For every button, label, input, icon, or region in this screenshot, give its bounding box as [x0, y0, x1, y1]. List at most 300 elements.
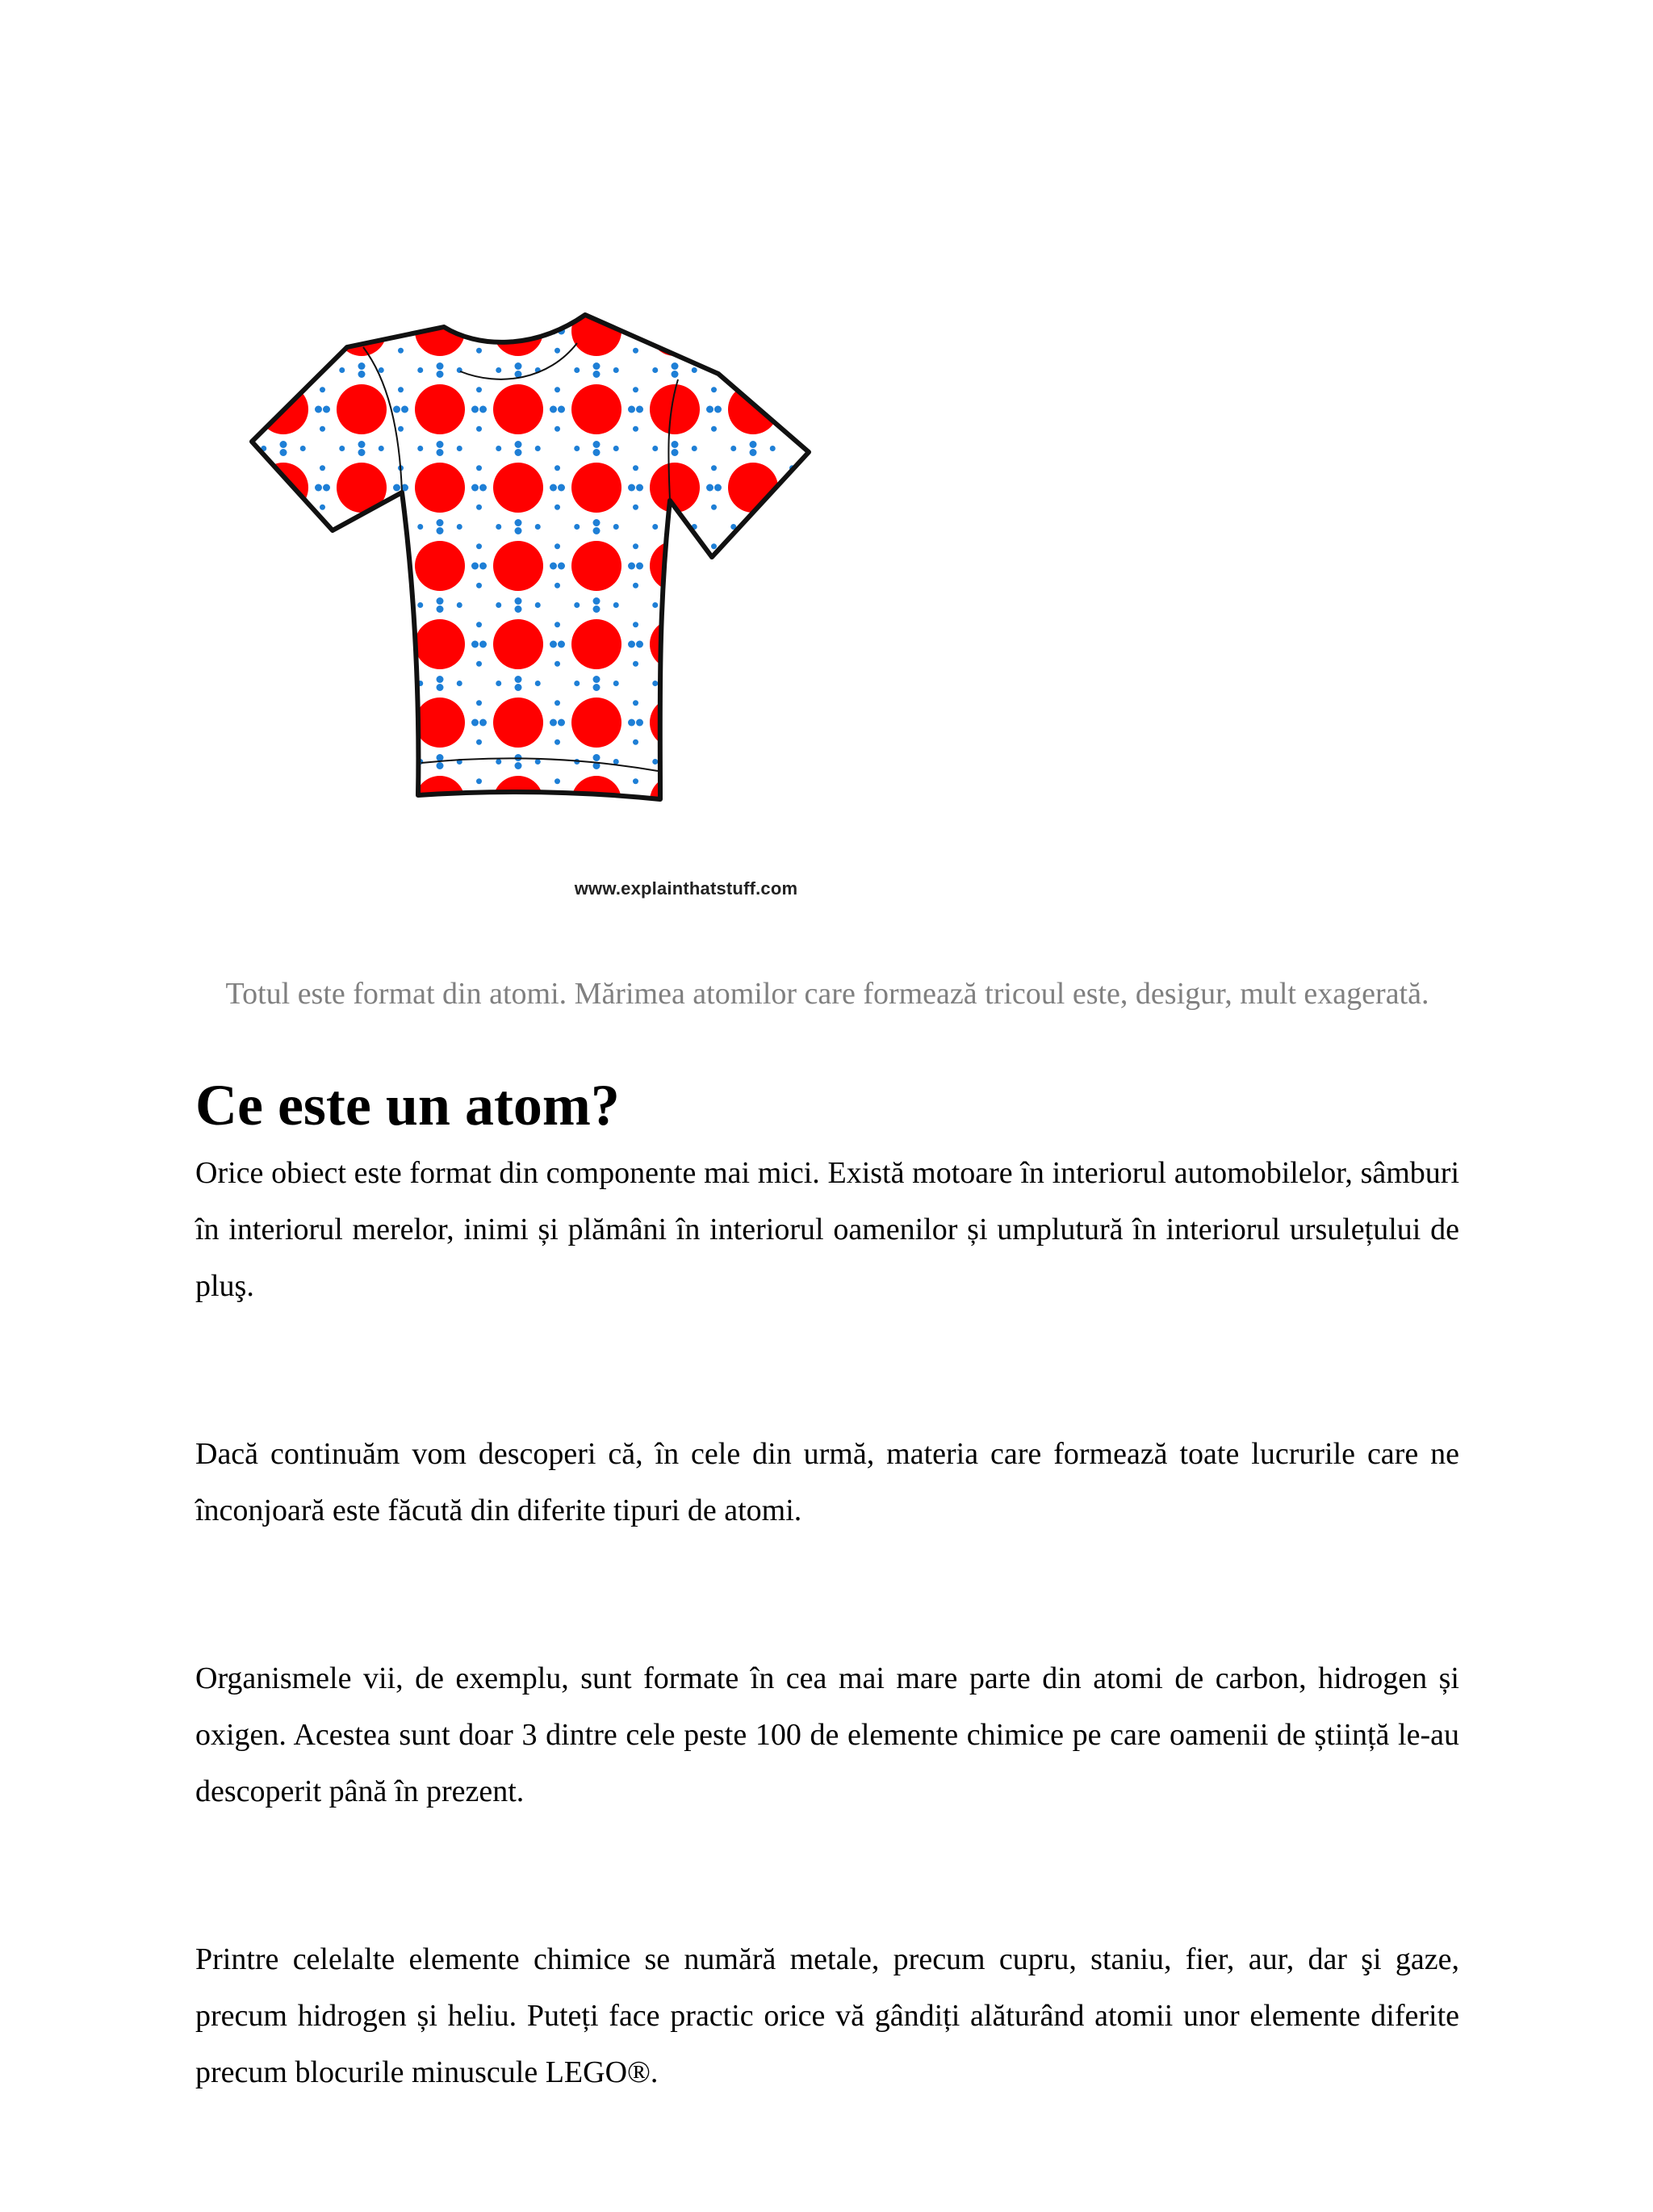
small-atom: [828, 519, 835, 526]
large-atom: [806, 384, 856, 434]
lattice-dot: [692, 759, 697, 765]
small-atom: [672, 597, 679, 605]
lattice-dot: [222, 367, 228, 373]
small-atom: [323, 406, 330, 413]
small-atom: [437, 292, 444, 300]
small-atom: [479, 719, 487, 727]
small-atom: [515, 605, 522, 613]
large-atom: [194, 619, 230, 669]
paragraph-1: Orice obiect este format din componente mai mici. Există motoare în interiorul automobilelor, sâmburi în interiorul merelor, inimi și plămâni în interiorul oamenilor și umplutură în interiorul ursulețului de pluş.: [195, 1156, 1459, 1303]
large-atom: [258, 854, 308, 904]
lattice-dot: [633, 270, 638, 275]
lattice-dot: [476, 818, 482, 823]
small-atom: [793, 641, 800, 648]
small-atom: [358, 684, 366, 691]
small-atom: [358, 284, 366, 291]
small-atom: [863, 249, 870, 257]
lattice-dot: [241, 270, 247, 275]
small-atom: [236, 328, 244, 335]
small-atom: [202, 284, 209, 291]
lattice-dot: [711, 426, 717, 432]
lattice-dot: [320, 505, 325, 510]
small-atom: [714, 484, 722, 492]
lattice-dot: [692, 367, 697, 373]
lattice-dot: [417, 446, 423, 451]
small-atom: [202, 911, 209, 918]
small-atom: [871, 249, 878, 257]
lattice-dot: [789, 308, 795, 314]
lattice-dot: [633, 739, 638, 745]
lattice-dot: [535, 837, 541, 843]
lattice-dot: [613, 602, 619, 608]
lattice-dot: [535, 289, 541, 295]
small-atom: [280, 441, 287, 448]
figure-tshirt-atoms: [194, 186, 904, 920]
lattice-dot: [398, 387, 404, 392]
lattice-dot: [300, 837, 306, 843]
lattice-dot: [379, 602, 384, 608]
lattice-dot: [535, 524, 541, 530]
lattice-dot: [789, 505, 795, 510]
small-atom: [280, 919, 287, 920]
large-atom: [571, 463, 621, 513]
large-atom: [258, 228, 308, 278]
lattice-dot: [476, 583, 482, 589]
lattice-dot: [261, 602, 266, 608]
small-atom: [672, 684, 679, 691]
lattice-dot: [457, 602, 462, 608]
lattice-dot: [770, 524, 776, 530]
lattice-dot: [789, 818, 795, 823]
large-atom: [806, 698, 856, 748]
large-atom: [194, 854, 230, 904]
small-atom: [628, 719, 635, 727]
small-atom: [202, 292, 209, 300]
small-atom: [550, 249, 557, 257]
small-atom: [828, 911, 835, 918]
lattice-dot: [476, 857, 482, 862]
small-atom: [672, 840, 679, 848]
small-atom: [672, 527, 679, 534]
lattice-dot: [789, 583, 795, 589]
small-atom: [750, 292, 757, 300]
small-atom: [323, 798, 330, 805]
lattice-dot: [241, 818, 247, 823]
small-atom: [871, 798, 878, 805]
small-atom: [358, 441, 366, 448]
large-atom: [571, 384, 621, 434]
large-atom: [415, 463, 465, 513]
lattice-dot: [711, 700, 717, 706]
lattice-dot: [554, 308, 560, 314]
lattice-dot: [320, 465, 325, 471]
small-atom: [714, 563, 722, 570]
small-atom: [593, 684, 601, 691]
small-atom: [750, 284, 757, 291]
large-atom: [493, 698, 543, 748]
small-atom: [202, 441, 209, 448]
lattice-dot: [789, 622, 795, 627]
lattice-dot: [222, 524, 228, 530]
small-atom: [471, 798, 479, 805]
small-atom: [828, 762, 835, 769]
small-atom: [358, 911, 366, 918]
small-atom: [358, 362, 366, 370]
small-atom: [515, 597, 522, 605]
small-atom: [202, 527, 209, 534]
lattice-dot: [398, 308, 404, 314]
lattice-dot: [887, 524, 893, 530]
lattice-dot: [457, 289, 462, 295]
lattice-dot: [261, 681, 266, 686]
small-atom: [628, 484, 635, 492]
small-atom: [828, 441, 835, 448]
small-atom: [437, 684, 444, 691]
lattice-dot: [496, 446, 501, 451]
small-atom: [437, 911, 444, 918]
lattice-dot: [320, 896, 325, 902]
large-atom: [415, 854, 465, 904]
lattice-dot: [868, 583, 873, 589]
small-atom: [828, 527, 835, 534]
small-atom: [236, 563, 244, 570]
lattice-dot: [633, 348, 638, 354]
small-atom: [245, 406, 252, 413]
large-atom: [806, 306, 856, 356]
small-atom: [593, 597, 601, 605]
small-atom: [358, 292, 366, 300]
large-atom: [258, 541, 308, 591]
small-atom: [236, 249, 244, 257]
lattice-dot: [398, 661, 404, 667]
lattice-dot: [339, 289, 345, 295]
small-atom: [871, 719, 878, 727]
lattice-dot: [320, 348, 325, 354]
large-atom: [493, 776, 543, 826]
large-atom: [806, 228, 856, 278]
lattice-dot: [496, 524, 501, 530]
small-atom: [280, 519, 287, 526]
lattice-dot: [261, 289, 266, 295]
small-atom: [750, 911, 757, 918]
small-atom: [672, 362, 679, 370]
lattice-dot: [222, 602, 228, 608]
small-atom: [437, 449, 444, 456]
lattice-dot: [476, 700, 482, 706]
lattice-dot: [633, 387, 638, 392]
lattice-dot: [496, 759, 501, 765]
lattice-dot: [730, 446, 736, 451]
lattice-dot: [398, 543, 404, 549]
small-atom: [863, 406, 870, 413]
small-atom: [672, 832, 679, 840]
large-atom: [337, 854, 387, 904]
small-atom: [437, 754, 444, 761]
small-atom: [479, 249, 487, 257]
lattice-dot: [711, 622, 717, 627]
small-atom: [593, 292, 601, 300]
lattice-dot: [417, 289, 423, 295]
small-atom: [202, 919, 209, 920]
lattice-dot: [887, 367, 893, 373]
lattice-dot: [554, 348, 560, 354]
small-atom: [236, 641, 244, 648]
small-atom: [315, 641, 322, 648]
small-atom: [401, 719, 408, 727]
lattice-dot: [476, 505, 482, 510]
lattice-dot: [868, 505, 873, 510]
large-atom: [415, 384, 465, 434]
small-atom: [593, 919, 601, 920]
tshirt-illustration: [194, 186, 904, 920]
lattice-dot: [476, 778, 482, 784]
lattice-dot: [535, 446, 541, 451]
large-atom: [728, 228, 778, 278]
lattice-dot: [320, 778, 325, 784]
lattice-dot: [692, 915, 697, 920]
lattice-dot: [535, 915, 541, 920]
small-atom: [628, 563, 635, 570]
small-atom: [437, 832, 444, 840]
lattice-dot: [241, 661, 247, 667]
small-atom: [828, 284, 835, 291]
lattice-dot: [241, 583, 247, 589]
image-credit: www.explainthatstuff.com: [574, 878, 798, 899]
lattice-dot: [868, 661, 873, 667]
lattice-dot: [320, 426, 325, 432]
lattice-dot: [554, 857, 560, 862]
small-atom: [315, 406, 322, 413]
lattice-dot: [379, 367, 384, 373]
small-atom: [593, 754, 601, 761]
small-atom: [515, 762, 522, 769]
large-atom: [571, 776, 621, 826]
lattice-dot: [887, 289, 893, 295]
lattice-dot: [417, 602, 423, 608]
small-atom: [558, 249, 565, 257]
small-atom: [401, 249, 408, 257]
small-atom: [323, 249, 330, 257]
lattice-dot: [789, 543, 795, 549]
small-atom: [593, 840, 601, 848]
small-atom: [793, 719, 800, 727]
small-atom: [323, 876, 330, 883]
large-atom: [571, 698, 621, 748]
small-atom: [628, 249, 635, 257]
small-atom: [280, 840, 287, 848]
small-atom: [593, 911, 601, 918]
small-atom: [245, 249, 252, 257]
large-atom: [806, 619, 856, 669]
small-atom: [750, 449, 757, 456]
small-atom: [245, 719, 252, 727]
lattice-dot: [241, 896, 247, 902]
lattice-dot: [809, 367, 814, 373]
small-atom: [558, 563, 565, 570]
small-atom: [202, 605, 209, 613]
small-atom: [393, 719, 400, 727]
small-atom: [471, 719, 479, 727]
small-atom: [515, 292, 522, 300]
lattice-dot: [476, 270, 482, 275]
small-atom: [828, 449, 835, 456]
lattice-dot: [417, 915, 423, 920]
small-atom: [323, 563, 330, 570]
lattice-dot: [320, 700, 325, 706]
lattice-dot: [613, 681, 619, 686]
lattice-dot: [652, 837, 658, 843]
small-atom: [750, 762, 757, 769]
small-atom: [828, 919, 835, 920]
large-atom: [194, 306, 230, 356]
lattice-dot: [261, 837, 266, 843]
lattice-dot: [652, 446, 658, 451]
lattice-dot: [633, 465, 638, 471]
large-atom: [415, 776, 465, 826]
small-atom: [828, 371, 835, 378]
small-atom: [471, 641, 479, 648]
small-atom: [672, 676, 679, 683]
lattice-dot: [711, 661, 717, 667]
lattice-dot: [554, 426, 560, 432]
small-atom: [706, 719, 714, 727]
small-atom: [628, 641, 635, 648]
lattice-dot: [535, 602, 541, 608]
small-atom: [714, 249, 722, 257]
lattice-dot: [868, 465, 873, 471]
small-atom: [785, 719, 792, 727]
small-atom: [245, 641, 252, 648]
small-atom: [515, 362, 522, 370]
large-atom: [806, 463, 856, 513]
small-atom: [471, 484, 479, 492]
small-atom: [202, 676, 209, 683]
small-atom: [750, 684, 757, 691]
large-atom: [258, 698, 308, 748]
lattice-dot: [613, 837, 619, 843]
small-atom: [714, 719, 722, 727]
lattice-dot: [574, 681, 580, 686]
large-atom: [194, 776, 230, 826]
lattice-dot: [320, 818, 325, 823]
small-atom: [515, 284, 522, 291]
small-atom: [593, 371, 601, 378]
lattice-dot: [613, 915, 619, 920]
lattice-dot: [848, 759, 854, 765]
lattice-dot: [222, 915, 228, 920]
lattice-dot: [300, 524, 306, 530]
lattice-dot: [379, 837, 384, 843]
lattice-dot: [554, 270, 560, 275]
lattice-dot: [574, 367, 580, 373]
large-atom: [194, 384, 230, 434]
large-atom: [194, 541, 230, 591]
small-atom: [245, 876, 252, 883]
small-atom: [358, 605, 366, 613]
small-atom: [515, 919, 522, 920]
small-atom: [706, 484, 714, 492]
lattice-dot: [711, 505, 717, 510]
lattice-dot: [398, 348, 404, 354]
lattice-dot: [476, 308, 482, 314]
lattice-dot: [339, 681, 345, 686]
lattice-dot: [887, 759, 893, 765]
lattice-dot: [613, 524, 619, 530]
lattice-dot: [320, 543, 325, 549]
lattice-dot: [554, 583, 560, 589]
small-atom: [863, 798, 870, 805]
small-atom: [636, 719, 643, 727]
lattice-dot: [887, 446, 893, 451]
lattice-dot: [692, 289, 697, 295]
small-atom: [515, 832, 522, 840]
lattice-dot: [222, 681, 228, 686]
small-atom: [750, 919, 757, 920]
lattice-dot: [652, 602, 658, 608]
lattice-dot: [652, 915, 658, 920]
small-atom: [706, 641, 714, 648]
small-atom: [550, 798, 557, 805]
small-atom: [636, 484, 643, 492]
small-atom: [280, 676, 287, 683]
lattice-dot: [222, 759, 228, 765]
small-atom: [437, 371, 444, 378]
lattice-dot: [261, 759, 266, 765]
lattice-dot: [300, 446, 306, 451]
lattice-dot: [574, 524, 580, 530]
lattice-dot: [868, 270, 873, 275]
lattice-dot: [398, 778, 404, 784]
small-atom: [863, 484, 870, 492]
lattice-dot: [222, 446, 228, 451]
small-atom: [793, 563, 800, 570]
lattice-dot: [868, 818, 873, 823]
large-atom: [650, 619, 700, 669]
lattice-dot: [476, 387, 482, 392]
lattice-dot: [789, 857, 795, 862]
small-atom: [793, 484, 800, 492]
small-atom: [785, 249, 792, 257]
lattice-dot: [554, 739, 560, 745]
lattice-dot: [261, 524, 266, 530]
small-atom: [672, 441, 679, 448]
large-atom: [194, 228, 230, 278]
large-atom: [493, 463, 543, 513]
small-atom: [636, 563, 643, 570]
lattice-dot: [398, 270, 404, 275]
small-atom: [785, 328, 792, 335]
lattice-dot: [241, 308, 247, 314]
small-atom: [515, 449, 522, 456]
large-atom: [337, 541, 387, 591]
small-atom: [863, 719, 870, 727]
small-atom: [323, 328, 330, 335]
small-atom: [828, 597, 835, 605]
small-atom: [437, 762, 444, 769]
small-atom: [236, 406, 244, 413]
lattice-dot: [496, 602, 501, 608]
lattice-dot: [809, 289, 814, 295]
lattice-dot: [730, 681, 736, 686]
small-atom: [828, 292, 835, 300]
small-atom: [593, 605, 601, 613]
lattice-dot: [770, 367, 776, 373]
small-atom: [358, 519, 366, 526]
small-atom: [515, 840, 522, 848]
lattice-dot: [417, 524, 423, 530]
lattice-dot: [320, 622, 325, 627]
large-atom: [650, 228, 700, 278]
